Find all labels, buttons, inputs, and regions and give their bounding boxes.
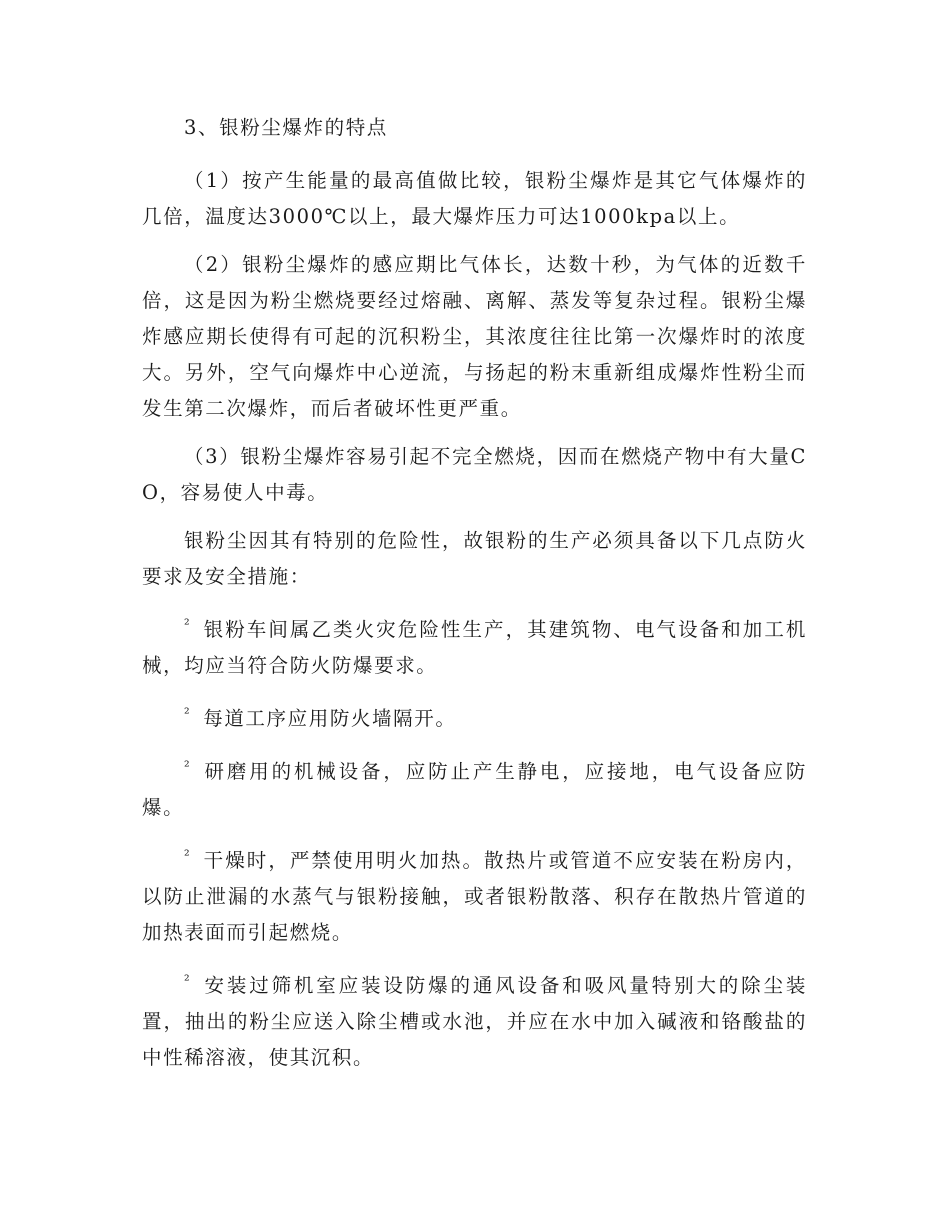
characteristic-paragraph-2: （2）银粉尘爆炸的感应期比气体长，达数十秒，为气体的近数千倍，这是因为粉尘燃烧要经过熔融、离解、蒸发等复杂过程。银粉尘爆炸感应期长使得有可起的沉积粉尘，其浓度往往比第一次爆炸时的浓度大。另外，空气向爆炸中心逆流，与扬起的粉末重新组成爆炸性粉尘而发生第二次爆炸，而后者破坏性更严重。: [142, 253, 807, 420]
safety-bullet-2: [142, 696, 807, 737]
bullet-mark: ²: [184, 759, 192, 775]
bullet-mark: ²: [184, 617, 192, 633]
bullet-text: 安装过筛机室应装设防爆的通风设备和吸风量特别大的除尘装置，抽出的粉尘应送入除尘槽或水池，并应在水中加入碱液和铬酸盐的中性稀溶液，使其沉积。: [142, 974, 807, 1069]
bullet-text: 每道工序应用防火墙隔开。: [203, 707, 457, 730]
characteristic-paragraph-3: （3）银粉尘爆炸容易引起不完全燃烧，因而在燃烧产物中有大量CO，容易使人中毒。: [142, 445, 807, 504]
bullet-text: 干燥时，严禁使用明火加热。散热片或管道不应安装在粉房内，以防止泄漏的水蒸气与银粉接触，或者银粉散落、积存在散热片管道的加热表面而引起燃烧。: [142, 849, 807, 944]
document-page: [142, 110, 807, 1088]
safety-bullet-4: [142, 838, 807, 951]
safety-bullet-3: [142, 749, 807, 826]
bullet-mark: ²: [184, 706, 192, 722]
characteristic-paragraph-1: （1）按产生能量的最高值做比较，银粉尘爆炸是其它气体爆炸的几倍，温度达3000℃以上，最大爆炸压力可达1000kpa以上。: [142, 169, 807, 228]
safety-bullet-1: [142, 607, 807, 684]
section-heading: 3、银粉尘爆炸的特点: [184, 116, 388, 139]
bullet-mark: ²: [184, 848, 192, 864]
bullet-mark: ²: [184, 973, 192, 989]
safety-intro-paragraph: 银粉尘因其有特别的危险性，故银粉的生产必须具备以下几点防火要求及安全措施：: [142, 529, 807, 588]
safety-bullet-5: [142, 963, 807, 1076]
bullet-text: 银粉车间属乙类火灾危险性生产，其建筑物、电气设备和加工机械，均应当符合防火防爆要求。: [142, 618, 807, 677]
bullet-text: 研磨用的机械设备，应防止产生静电，应接地，电气设备应防爆。: [142, 760, 807, 819]
